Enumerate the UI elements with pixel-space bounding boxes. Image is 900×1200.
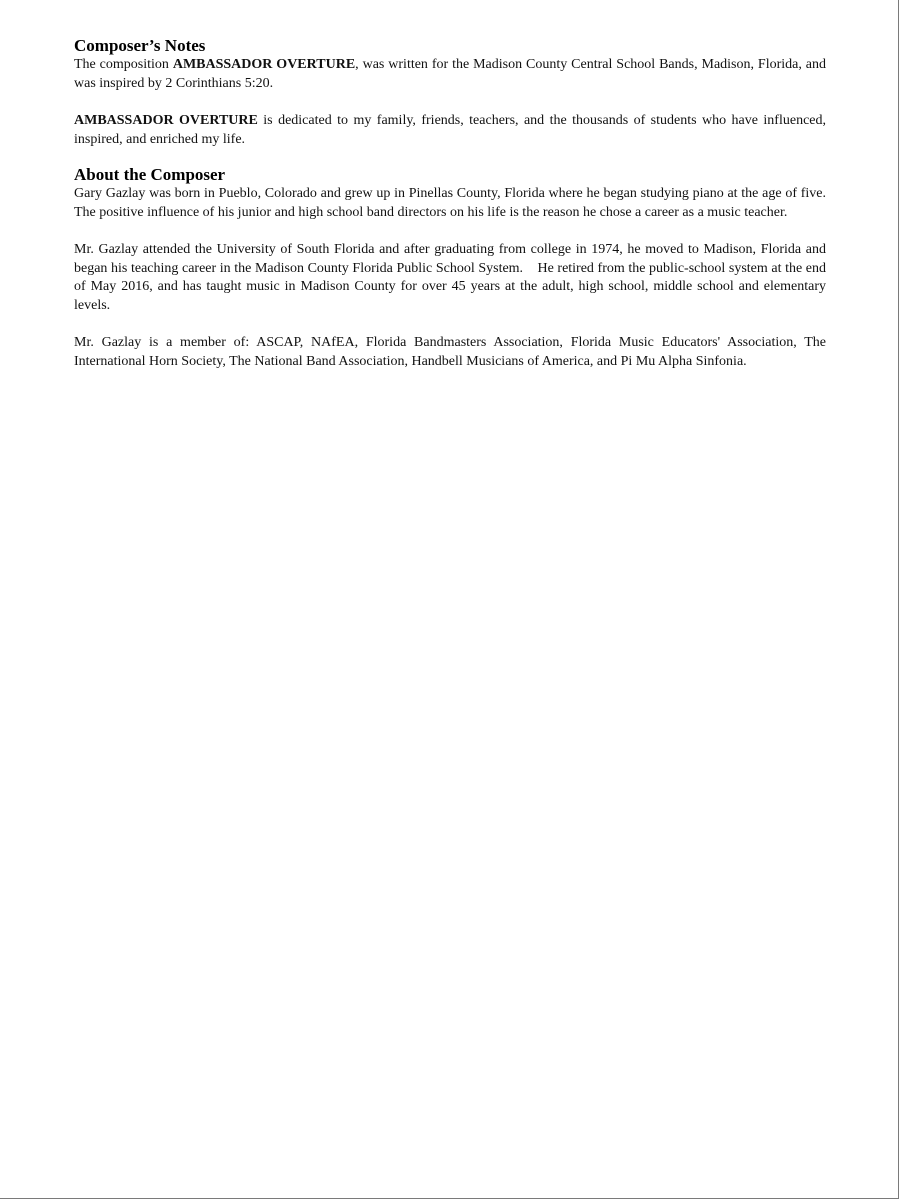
- paragraph-gap: [74, 222, 826, 241]
- page-content: [74, 36, 830, 371]
- composers-notes-paragraph-1: [74, 56, 826, 93]
- about-composer-heading: About the Composer: [74, 165, 226, 184]
- section-gap: [74, 149, 826, 165]
- about-composer-paragraph-3: Mr. Gazlay is a member of: ASCAP, NAfEA, Florida Bandmasters Association, Florida Music Educators' Association, The International Horn Society, The National Band Association, Handbell Musicians of America, and Pi Mu Alpha Sinfonia.: [74, 335, 826, 369]
- p1-post: , was written for the Madison County Central School Bands, Madison, Florida, and was inspired by 2 Corinthians 5:20.: [74, 57, 826, 91]
- p2-post: is dedicated to my family, friends, teachers, and the thousands of students who have influenced, inspired, and enriched my life.: [74, 113, 827, 147]
- composers-notes-heading: Composer’s Notes: [74, 36, 206, 55]
- paragraph-gap: [74, 93, 826, 112]
- paragraph-gap: [74, 315, 826, 334]
- about-composer-paragraph-2: Mr. Gazlay attended the University of South Florida and after graduating from college in 1974, he moved to Madison, Florida and began his teaching career in the Madison County Florida Public School System. He retired from the public-school system at the end of May 2016, and has taught music in Madison County for over 45 years at the adult, high school, middle school and elementary levels.: [74, 242, 830, 313]
- p1-pre: The composition: [74, 57, 173, 72]
- composition-title: AMBASSADOR OVERTURE: [74, 113, 258, 128]
- composition-title: AMBASSADOR OVERTURE: [172, 57, 356, 72]
- composers-notes-paragraph-2: [74, 112, 826, 149]
- about-composer-paragraph-1: Gary Gazlay was born in Pueblo, Colorado and grew up in Pinellas County, Florida where he began studying piano at the age of five. The positive influence of his junior and high school band directors on his life is the reason he chose a career as a music teacher.: [74, 186, 826, 220]
